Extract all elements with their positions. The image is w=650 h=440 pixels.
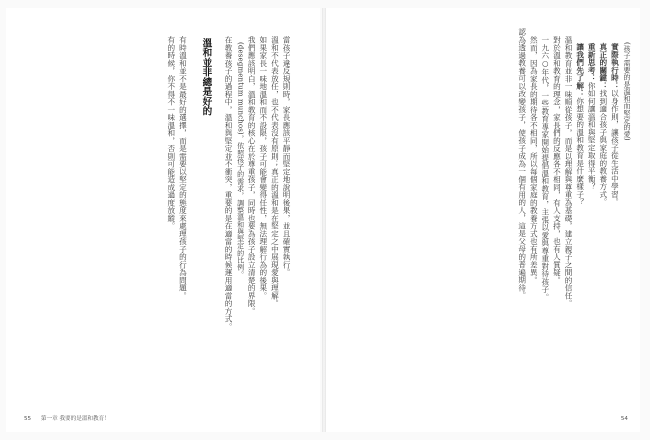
- closing-note: (孩子需要的是溫和而堅定的愛): [623, 42, 631, 141]
- paragraph: 如果家長一味地溫和而不設限，孩子可能會變得任性，無法理解行為的後果。: [258, 35, 268, 300]
- section-heading: 溫和並非總是好的: [200, 37, 212, 116]
- qa-item: [574, 28, 586, 398]
- paragraph: 在教養孩子的過程中，溫和與堅定並不衝突，重要的是在適當的時候運用適當的方式。: [224, 35, 234, 331]
- paragraph: 我們應該明白，溫和教育的核心在於尊重孩子，同時也要為孩子設立清楚的界限。: [247, 35, 257, 315]
- paragraph: 有的時候，你不得不一味溫和，否則可能造成過度放縱。: [166, 35, 176, 230]
- qa-item: [597, 28, 609, 398]
- paragraph: 認為透過教養可以改變孩子，使孩子成為一個有用的人，這是父母的普遍期待。: [517, 28, 527, 300]
- paragraph: 一九六○年代，一些教育專家開始提倡溫和教育，主張以愛與尊重對待孩子。: [540, 35, 550, 301]
- paragraph: 然而，因為家長的期待各不相同，所以每個家庭的教養方式也有所差異。: [529, 35, 539, 284]
- paragraph: (desegmentum munchos)，依照孩子的需求，調整溫和與堅定的比例。: [236, 42, 245, 278]
- qa-text: 以身作則，讓孩子從生活中學習。: [610, 89, 620, 206]
- paragraph: 溫和教育並非一味順從孩子，而是以理解與尊重為基礎，建立親子之間的信任。: [564, 35, 574, 307]
- qa-label: 真正的關鍵：: [598, 43, 608, 90]
- qa-label: 讓我們先了解：: [575, 43, 585, 98]
- right-page: [326, 8, 640, 432]
- paragraph: 溫和不代表放任，也不代表沒有原則；真正的溫和是在堅定之中展現愛與理解。: [270, 35, 280, 307]
- qa-label: 重新思考：: [587, 43, 597, 82]
- left-page: [6, 8, 320, 432]
- right-page-body: [342, 28, 632, 398]
- right-page-footer: [621, 416, 628, 422]
- qa-text: 找到適合孩子與家庭的教養方式。: [598, 89, 608, 206]
- running-title: 第一章 我要的是溫和教育！: [40, 416, 110, 422]
- qa-text: 你如何讓溫和與堅定取得平衡？: [587, 81, 597, 191]
- paragraph: 當孩子違反規則時，家長應該平靜而堅定地說明後果，並且確實執行。: [282, 35, 291, 276]
- left-page-footer: [24, 414, 110, 422]
- left-page-body: [46, 28, 292, 398]
- qa-label: 實際執行時：: [610, 43, 620, 90]
- page-number: 55: [24, 416, 32, 422]
- qa-text: 你想要的溫和教育是什麼樣子？: [575, 97, 585, 206]
- paragraph: 有時溫和並不是最好的選擇，而是需要以堅定的態度來處理孩子的行為問題。: [178, 35, 188, 300]
- paragraph: 對於溫和教育的理念，家長們的反應各不相同，有人支持，也有人質疑。: [552, 35, 562, 284]
- page-number: 54: [620, 416, 628, 422]
- qa-item: [586, 28, 598, 398]
- qa-item: [609, 28, 621, 398]
